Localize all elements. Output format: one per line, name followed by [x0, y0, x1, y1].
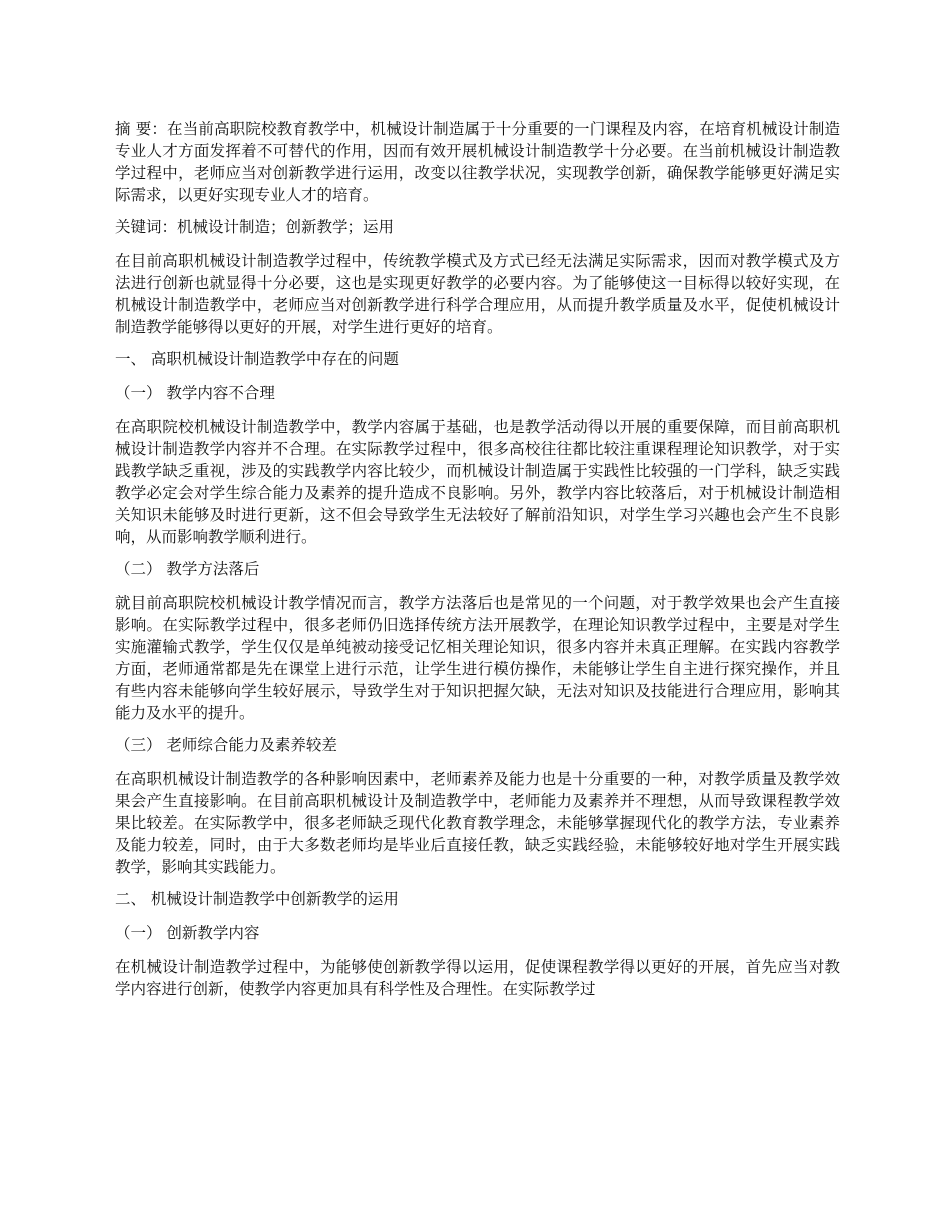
intro-paragraph: 在目前高职机械设计制造教学过程中，传统教学模式及方式已经无法满足实际需求，因而对教学模式及方法进行创新也就显得十分必要，这也是实现更好教学的必要内容。为了能够使这一目标得以较好实现，在机械设计制造教学中，老师应当对创新教学进行科学合理应用，从而提升教学质量及水平，促使机械设计制造教学能够得以更好的开展，对学生进行更好的培育。: [115, 252, 840, 336]
abstract-paragraph: 摘 要：在当前高职院校教育教学中，机械设计制造属于十分重要的一门课程及内容，在培育机械设计制造专业人才方面发挥着不可替代的作用，因而有效开展机械设计制造教学十分必要。在当前机械设计制造教学过程中，老师应当对创新教学进行运用，改变以往教学状况，实现教学创新，确保教学能够更好满足实际需求，以更好实现专业人才的培育。: [115, 120, 840, 204]
keywords-line: 关键词：机械设计制造；创新教学；运用: [115, 218, 395, 236]
section-1-heading: 一、 高职机械设计制造教学中存在的问题: [115, 350, 399, 368]
section-1-3-heading: （三） 老师综合能力及素养较差: [115, 736, 337, 754]
section-1-1-paragraph: 在高职院校机械设计制造教学中，教学内容属于基础，也是教学活动得以开展的重要保障，而目前高职机械设计制造教学内容并不合理。在实际教学过程中，很多高校往往都比较注重课程理论知识教学，对于实践教学缺乏重视，涉及的实践教学内容比较少，而机械设计制造属于实践性比较强的一门学科，缺乏实践教学必定会对学生综合能力及素养的提升造成不良影响。另外，教学内容比较落后，对于机械设计制造相关知识未能够及时进行更新，这不但会导致学生无法较好了解前沿知识，对学生学习兴趣也会产生不良影响，从而影响教学顺利进行。: [115, 418, 840, 546]
section-1-1-heading: （一） 教学内容不合理: [115, 384, 275, 402]
section-1-2-paragraph: 就目前高职院校机械设计教学情况而言，教学方法落后也是常见的一个问题，对于教学效果也会产生直接影响。在实际教学过程中，很多老师仍旧选择传统方法开展教学，在理论知识教学过程中，主要是对学生实施灌输式教学，学生仅仅是单纯被动接受记忆相关理论知识，很多内容并未真正理解。在实践内容教学方面，老师通常都是先在课堂上进行示范，让学生进行模仿操作，未能够让学生自主进行探究操作，并且有些内容未能够向学生较好展示，导致学生对于知识把握欠缺，无法对知识及技能进行合理应用，影响其能力及水平的提升。: [115, 594, 840, 722]
section-2-1-paragraph: 在机械设计制造教学过程中，为能够使创新教学得以运用，促使课程教学得以更好的开展，首先应当对教学内容进行创新，使教学内容更加具有科学性及合理性。在实际教学过: [115, 958, 840, 998]
section-2-heading: 二、 机械设计制造教学中创新教学的运用: [115, 890, 399, 908]
document-page: [115, 118, 840, 1010]
section-1-2-heading: （二） 教学方法落后: [115, 560, 260, 578]
section-2-1-heading: （一） 创新教学内容: [115, 924, 260, 942]
section-1-3-paragraph: 在高职机械设计制造教学的各种影响因素中，老师素养及能力也是十分重要的一种，对教学质量及教学效果会产生直接影响。在目前高职机械设计及制造教学中，老师能力及素养并不理想，从而导致课程教学效果比较差。在实际教学中，很多老师缺乏现代化教育教学理念，未能够掌握现代化的教学方法，专业素养及能力较差，同时，由于大多数老师均是毕业后直接任教，缺乏实践经验，未能够较好地对学生开展实践教学，影响其实践能力。: [115, 770, 840, 876]
